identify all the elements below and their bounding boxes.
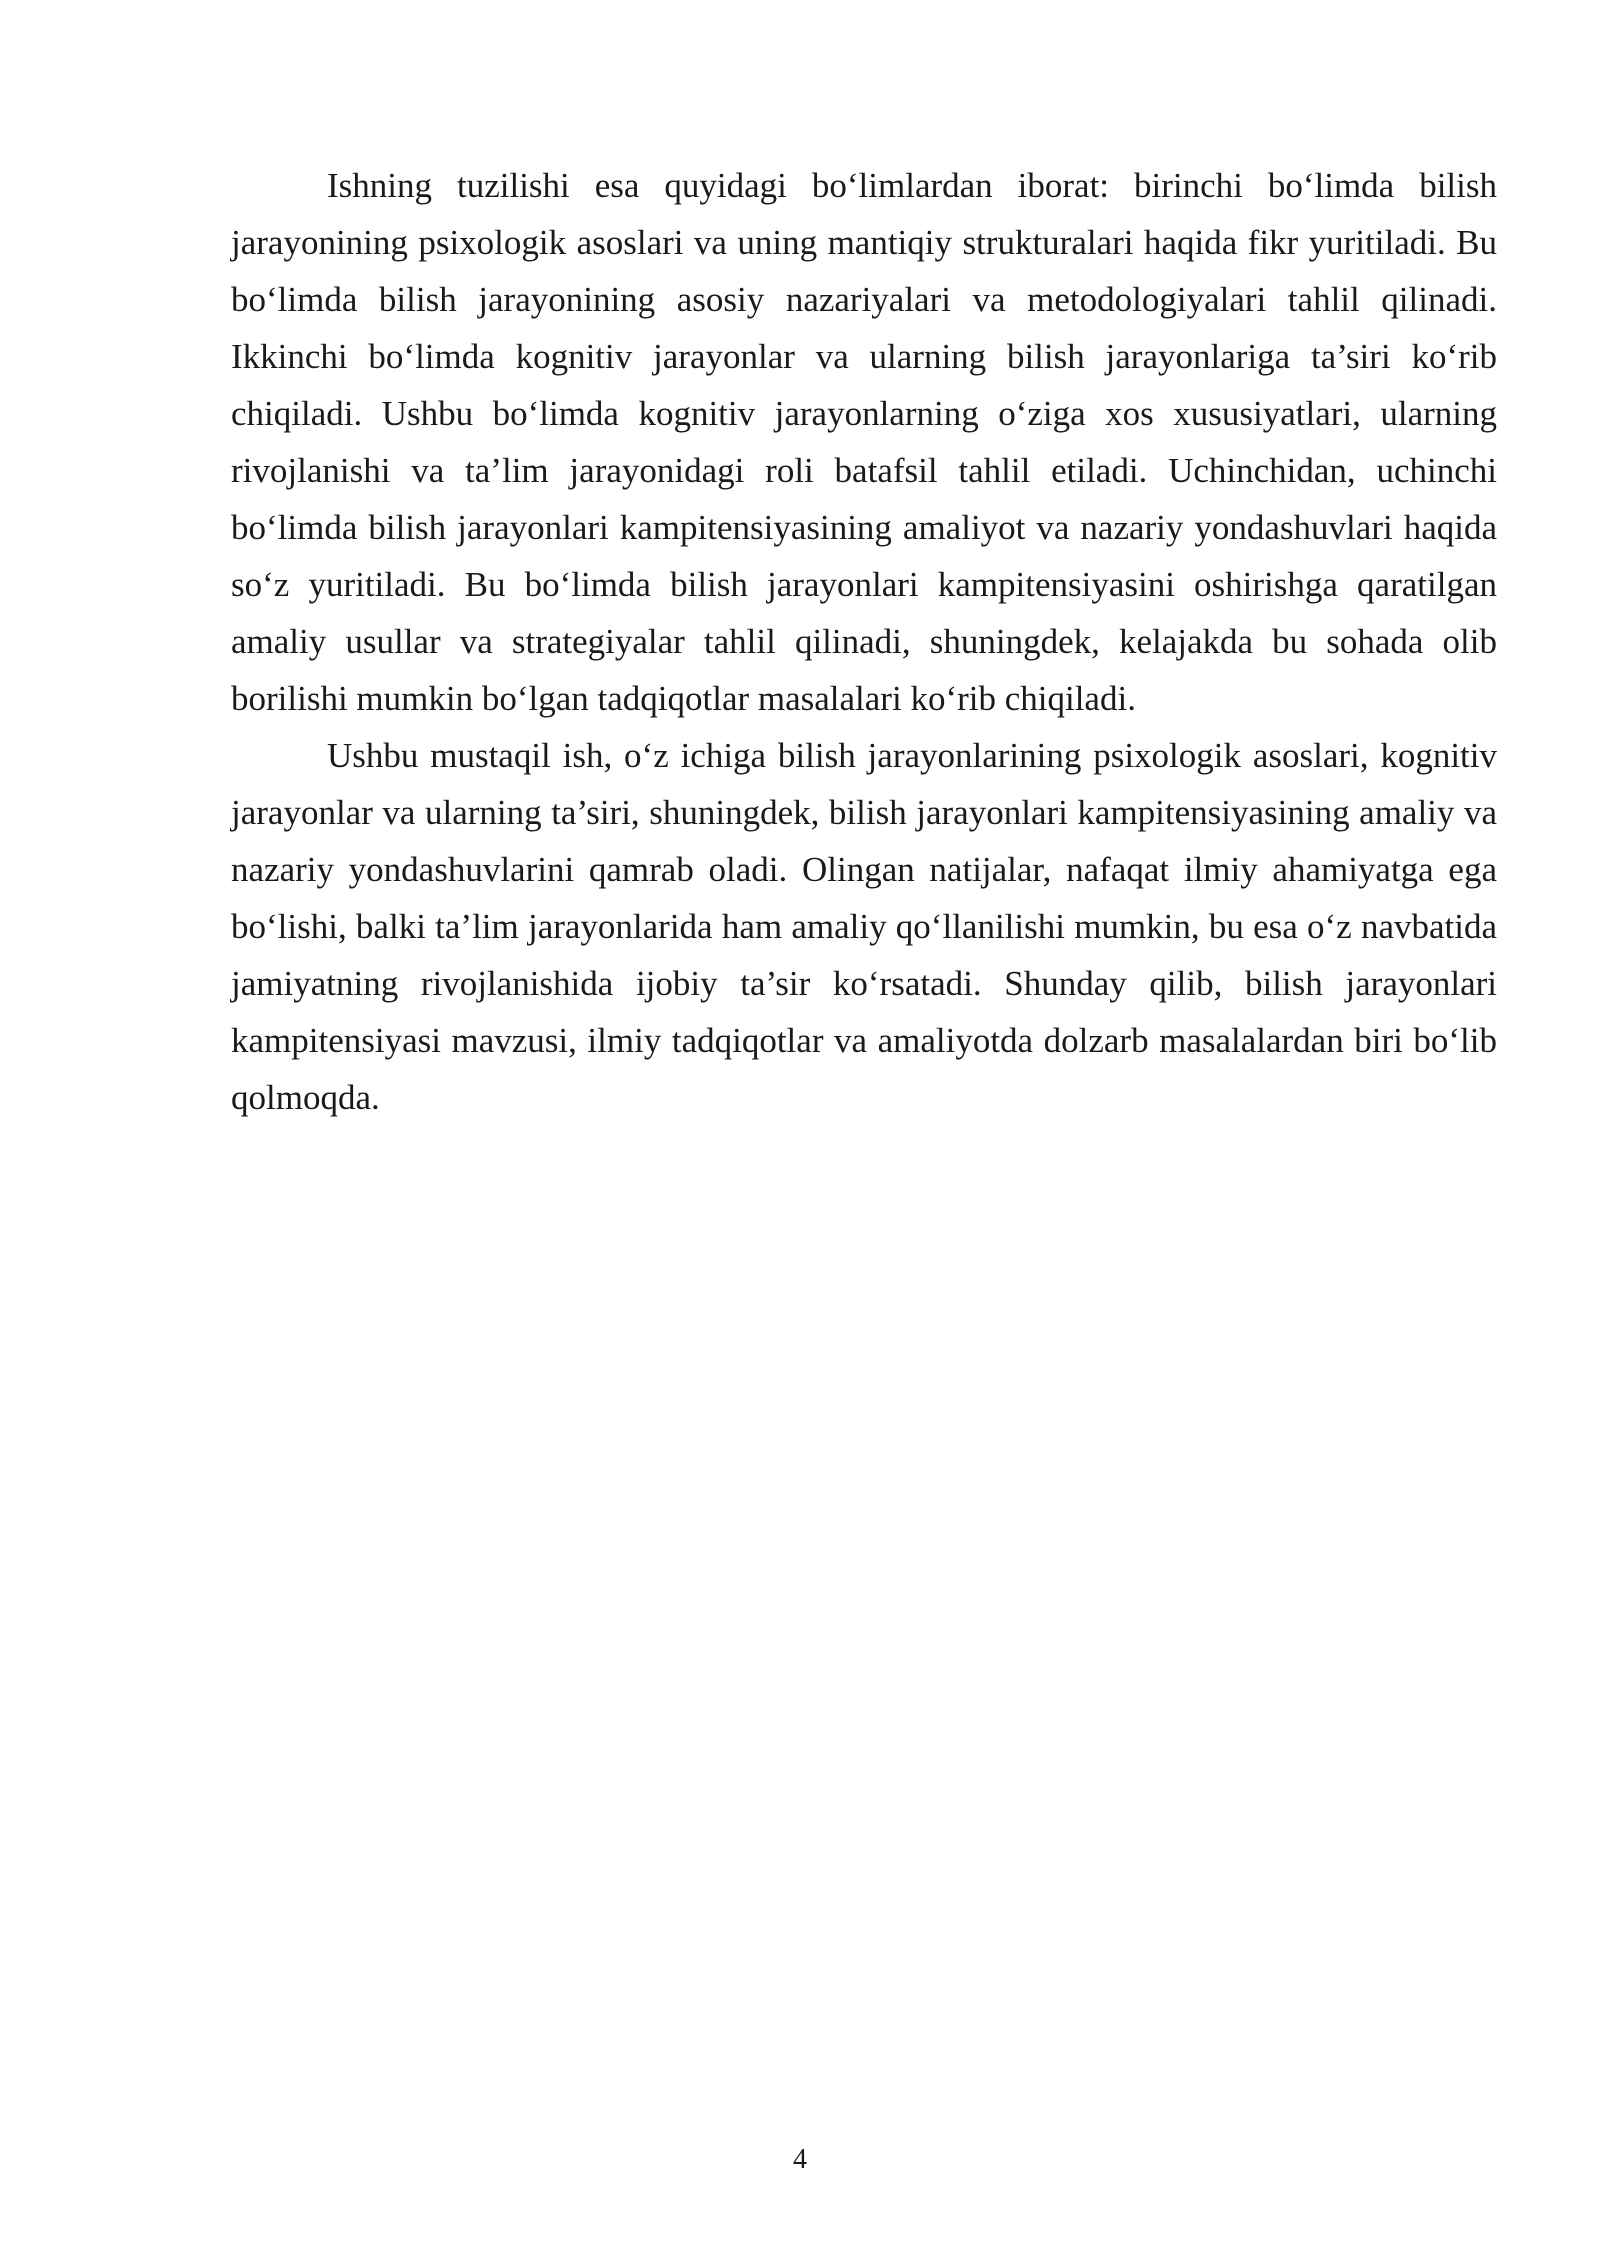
body-text [231,157,1497,1126]
paragraph-2: Ushbu mustaqil ish, o‘z ichiga bilish jarayonlarining psixologik asoslari, kognitiv jarayonlar va ularning ta’siri, shuningdek, bilish jarayonlari kampitensiyasining amaliy va nazariy yondashuvlarini qamrab oladi. Olingan natijalar, nafaqat ilmiy ahamiyatga ega bo‘lishi, balki ta’lim jarayonlarida ham amaliy qo‘llanilishi mumkin, bu esa o‘z navbatida jamiyatning rivojlanishida ijobiy ta’sir ko‘rsatadi. Shunday qilib, bilish jarayonlari kampitensiyasi mavzusi, ilmiy tadqiqotlar va amaliyotda dolzarb masalalardan biri bo‘lib qolmoqda. [231,736,1497,1117]
page-number: 4 [793,2144,807,2175]
paragraph-1: Ishning tuzilishi esa quyidagi bo‘limlardan iborat: birinchi bo‘limda bilish jarayonining psixologik asoslari va uning mantiqiy strukturalari haqida fikr yuritiladi. Bu bo‘limda bilish jarayonining asosiy nazariyalari va metodologiyalari tahlil qilinadi. Ikkinchi bo‘limda kognitiv jarayonlar va ularning bilish jarayonlariga ta’siri ko‘rib chiqiladi. Ushbu bo‘limda kognitiv jarayonlarning o‘ziga xos xususiyatlari, ularning rivojlanishi va ta’lim jarayonidagi roli batafsil tahlil etiladi. Uchinchidan, uchinchi bo‘limda bilish jarayonlari kampitensiyasining amaliyot va nazariy yondashuvlari haqida so‘z yuritiladi. Bu bo‘limda bilish jarayonlari kampitensiyasini oshirishga qaratilgan amaliy usullar va strategiyalar tahlil qilinadi, shuningdek, kelajakda bu sohada olib borilishi mumkin bo‘lgan tadqiqotlar masalalari ko‘rib chiqiladi. [231,166,1497,718]
